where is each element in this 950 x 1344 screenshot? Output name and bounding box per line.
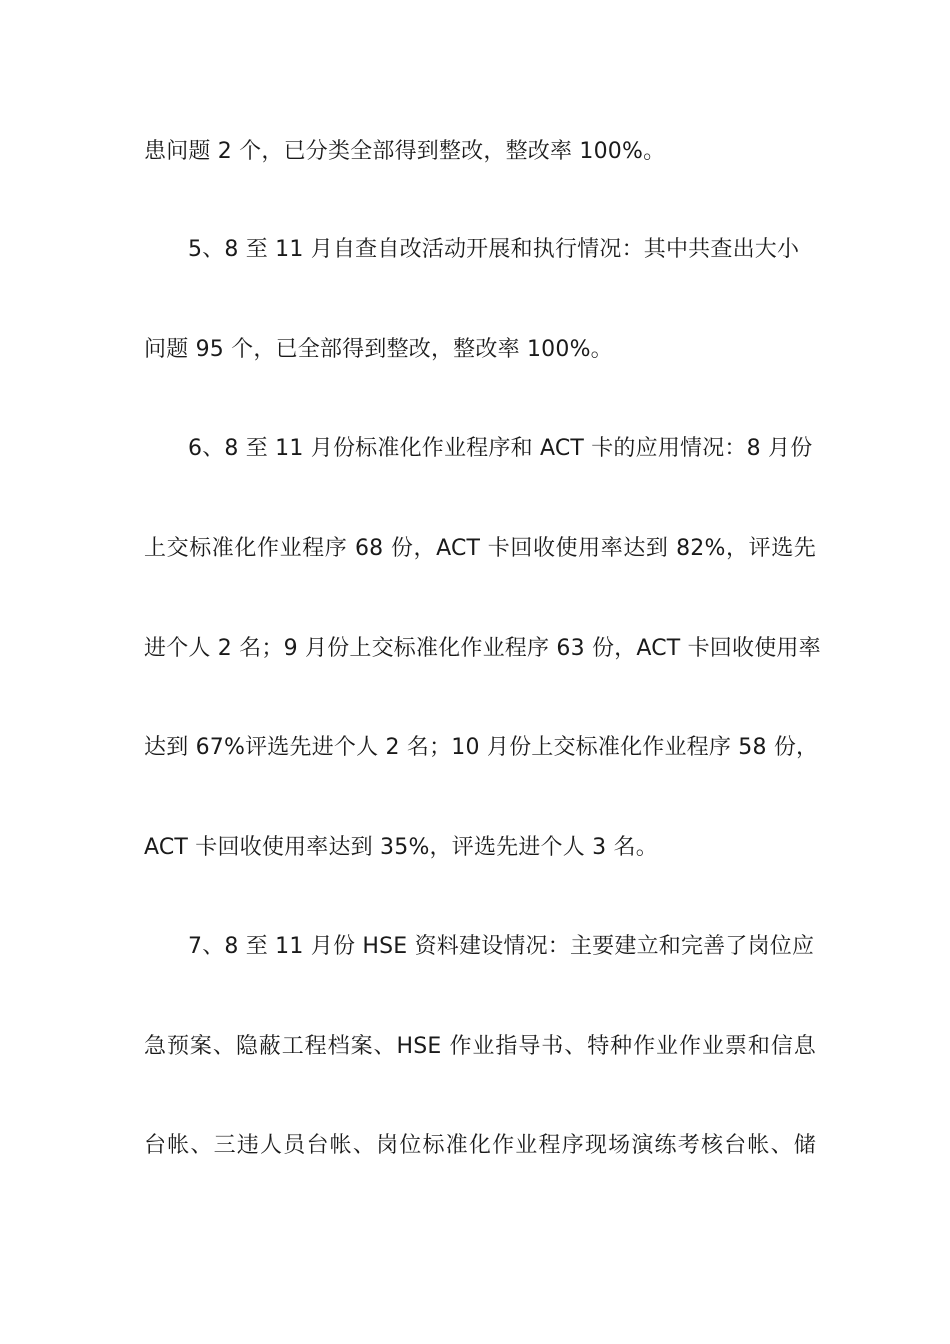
paragraph-line: 问题 95 个，已全部得到整改，整改率 100%。 [144, 337, 613, 362]
paragraph-line: 台帐、三违人员台帐、岗位标准化作业程序现场演练考核台帐、储 [144, 1133, 816, 1158]
paragraph-line: ACT 卡回收使用率达到 35%，评选先进个人 3 名。 [144, 835, 658, 860]
paragraph-line: 5、8 至 11 月自查自改活动开展和执行情况：其中共查出大小 [188, 237, 800, 262]
paragraph-line: 7、8 至 11 月份 HSE 资料建设情况：主要建立和完善了岗位应 [188, 934, 815, 959]
paragraph-line: 进个人 2 名；9 月份上交标准化作业程序 63 份，ACT 卡回收使用率 [144, 636, 821, 661]
paragraph-line: 达到 67%评选先进个人 2 名；10 月份上交标准化作业程序 58 份， [144, 735, 819, 760]
paragraph-line: 6、8 至 11 月份标准化作业程序和 ACT 卡的应用情况：8 月份 [188, 436, 813, 461]
paragraph-line: 患问题 2 个，已分类全部得到整改，整改率 100%。 [144, 139, 666, 164]
paragraph-line: 上交标准化作业程序 68 份，ACT 卡回收使用率达到 82%，评选先 [144, 536, 816, 561]
paragraph-line: 急预案、隐蔽工程档案、HSE 作业指导书、特种作业作业票和信息 [144, 1034, 816, 1059]
